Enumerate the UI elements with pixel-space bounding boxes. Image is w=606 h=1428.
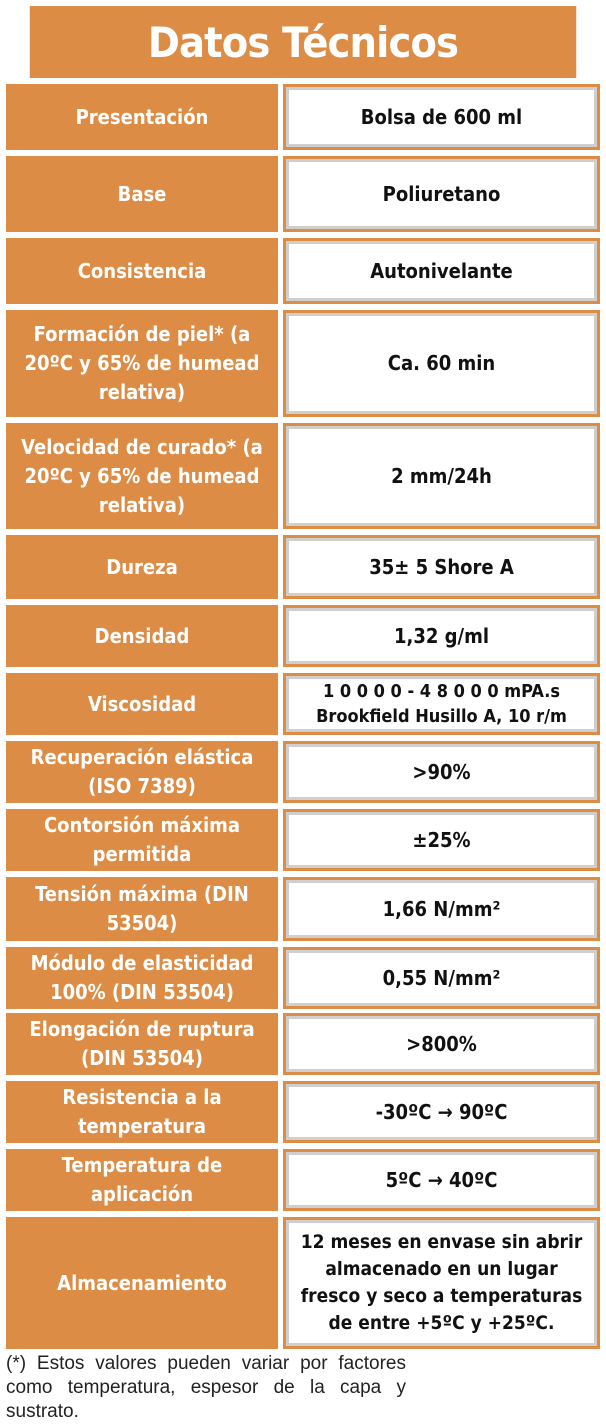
spec-label: Elongación de ruptura (DIN 53504) [6,1013,278,1075]
spec-value: 1,66 N/mm² [286,880,597,938]
spec-value: Autonivelante [286,241,597,301]
spec-value: 12 meses en envase sin abrir almacenado en un lugar fresco y seco a temperaturas de entre +5ºC y +25ºC. [286,1220,597,1346]
spec-label: Viscosidad [6,673,278,735]
spec-row-modulo-elasticidad [6,947,600,1009]
spec-label: Almacenamiento [6,1217,278,1349]
spec-value: 5ºC → 40ºC [286,1152,597,1208]
spec-value-cell [283,1081,600,1143]
spec-value: -30ºC → 90ºC [286,1084,597,1140]
spec-value-cell [283,741,600,803]
spec-value: Ca. 60 min [286,313,597,414]
spec-label: Velocidad de curado* (a 20ºC y 65% de humead relativa) [6,423,278,529]
spec-row-resistencia-temperatura [6,1081,600,1143]
spec-value-cell [283,877,600,941]
spec-value: Poliuretano [286,159,597,229]
spec-row-densidad [6,605,600,667]
spec-value-cell [283,1217,600,1349]
spec-value-cell [283,238,600,304]
spec-label: Resistencia a la temperatura [6,1081,278,1143]
spec-row-contorsion-maxima [6,809,600,871]
spec-label: Formación de piel* (a 20ºC y 65% de humead relativa) [6,310,278,417]
spec-value: >90% [286,744,597,800]
spec-label: Densidad [6,605,278,667]
spec-label: Dureza [6,535,278,599]
spec-value-cell [283,84,600,150]
footnote: (*) Estos valores pueden variar por factores como temperatura, espesor de la capa y sustrato. [6,1353,406,1422]
spec-row-temperatura-aplicacion [6,1149,600,1211]
spec-value-cell [283,310,600,417]
spec-value-cell [283,423,600,529]
spec-value: 35± 5 Shore A [286,538,597,596]
spec-label: Tensión máxima (DIN 53504) [6,877,278,941]
spec-value: Bolsa de 600 ml [286,87,597,147]
spec-label: Contorsión máxima permitida [6,809,278,871]
spec-label: Presentación [6,84,278,150]
spec-row-recuperacion-elastica [6,741,600,803]
spec-value: 2 mm/24h [286,426,597,526]
spec-value-cell [283,947,600,1009]
spec-row-tension-maxima [6,877,600,941]
spec-value-cell [283,673,600,735]
spec-row-consistencia [6,238,600,304]
spec-row-base [6,156,600,232]
spec-label: Recuperación elástica (ISO 7389) [6,741,278,803]
spec-label: Módulo de elasticidad 100% (DIN 53504) [6,947,278,1009]
spec-label: Base [6,156,278,232]
spec-value: >800% [286,1016,597,1072]
spec-value-cell [283,156,600,232]
spec-value-cell [283,809,600,871]
spec-value: 0,55 N/mm² [286,950,597,1006]
spec-row-presentacion [6,84,600,150]
page-title: Datos Técnicos [30,6,576,78]
spec-row-elongacion-ruptura [6,1013,600,1075]
spec-row-almacenamiento [6,1217,600,1349]
spec-label: Temperatura de aplicación [6,1149,278,1211]
spec-value-cell [283,1149,600,1211]
spec-value-cell [283,605,600,667]
spec-value: ±25% [286,812,597,868]
spec-value: 1 0 0 0 0 - 4 8 0 0 0 mPA.s Brookfield Husillo A, 10 r/m [286,676,597,732]
spec-row-velocidad-curado [6,423,600,529]
spec-label: Consistencia [6,238,278,304]
spec-row-dureza [6,535,600,599]
spec-row-viscosidad [6,673,600,735]
spec-row-formacion-piel [6,310,600,417]
spec-value-cell [283,535,600,599]
spec-value: 1,32 g/ml [286,608,597,664]
spec-value-cell [283,1013,600,1075]
